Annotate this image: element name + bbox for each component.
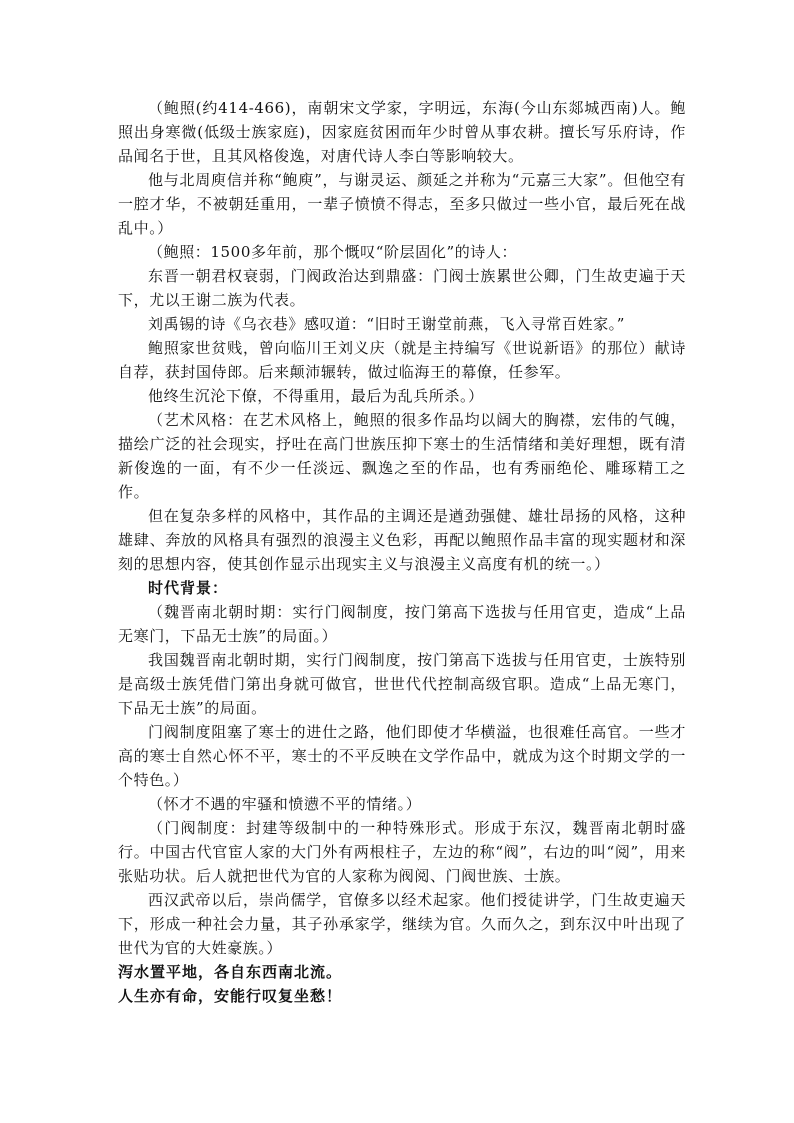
paragraph-eastern-jin: 东晋一朝君权衰弱，门阀政治达到鼎盛：门阀士族累世公卿，门生故吏遍于天下，尤以王谢二族为代表。 — [118, 267, 686, 309]
paragraph-main-tone: 但在复杂多样的风格中，其作品的主调还是遒劲强健、雄壮昂扬的风格，这种雄肆、奔放的风格具有强烈的浪漫主义色彩，再配以鲍照作品丰富的现实题材和深刻的思想内容，使其创作显示出现实主义与浪漫主义高度有机的统一。） — [118, 507, 686, 573]
paragraph-menfa-system: 我国魏晋南北朝时期，实行门阀制度，按门第高下选拔与任用官吏，士族特别是高级士族凭借门第出身就可做官，世世代代控制高级官职。造成“上品无寒门，下品无士族”的局面。 — [118, 651, 686, 717]
paragraph-death: 他终生沉沦下僚，不得重用，最后为乱兵所杀。） — [148, 387, 484, 405]
paragraph-wei-jin-period: （魏晋南北朝时期：实行门阀制度，按门第高下选拔与任用官吏，造成“上品无寒门，下品无士族”的局面。） — [118, 603, 686, 645]
paragraph-menfa-definition: （门阀制度：封建等级制中的一种特殊形式。形成于东汉，魏晋南北朝时盛行。中国古代官宦人家的大门外有两根柱子，左边的称“阀”，右边的叫“阅”，用来张贴功状。后人就把世代为官的人家称为阀阅、门阀世族、士族。 — [118, 819, 686, 885]
poem-line-1: 泻水置平地，各自东西南北流。 — [118, 963, 343, 981]
paragraph-liu-yuxi-poem: 刘禹锡的诗《乌衣巷》感叹道：“旧时王谢堂前燕，飞入寻常百姓家。” — [148, 315, 626, 333]
paragraph-family-background: 鲍照家世贫贱，曾向临川王刘义庆（就是主持编写《世说新语》的那位）献诗自荐，获封国侍郎。后来颠沛辗转，做过临海王的幕僚，任参军。 — [118, 339, 686, 381]
paragraph-art-style: （艺术风格：在艺术风格上，鲍照的很多作品均以阔大的胸襟，宏伟的气魄，描绘广泛的社会现实，抒吐在高门世族压抑下寒士的生活情绪和美好理想，既有清新俊逸的一面，有不少一任淡远、飘逸之至的作品，也有秀丽绝伦、雕琢精工之作。 — [118, 411, 686, 501]
paragraph-han-confucianism: 西汉武帝以后，崇尚儒学，官僚多以经术起家。他们授徒讲学，门生故吏遍天下，形成一种社会力量，其子孙承家学，继续为官。久而久之，到东汉中叶出现了世代为官的大姓豪族。） — [118, 891, 686, 957]
paragraph-bao-zhao-intro: （鲍照(约414-466)，南朝宋文学家，字明远，东海(今山东郯城西南)人。鲍照出身寒微(低级士族家庭)，因家庭贫困而年少时曾从事农耕。擅长写乐府诗，作品闻名于世，且其风格俊逸，对唐代诗人李白等影响较大。 — [118, 99, 686, 165]
section-heading-background: 时代背景： — [148, 579, 229, 597]
poem-line-2: 人生亦有命，安能行叹复坐愁！ — [118, 987, 343, 1005]
paragraph-class-poet-title: （鲍照：1500多年前，那个慨叹“阶层固化”的诗人： — [148, 243, 518, 261]
document-page — [118, 96, 686, 1008]
paragraph-bao-yu-comparison: 他与北周庾信并称“鲍庾”，与谢灵运、颜延之并称为“元嘉三大家”。但他空有一腔才华，不被朝廷重用，一辈子愤愤不得志，至多只做过一些小官，最后死在战乱中。） — [118, 171, 686, 237]
paragraph-grievance: （怀才不遇的牢骚和愤懑不平的情绪。） — [148, 795, 422, 813]
paragraph-menfa-effect: 门阀制度阻塞了寒士的进仕之路，他们即使才华横溢，也很难任高官。一些才高的寒士自然心怀不平，寒士的不平反映在文学作品中，就成为这个时期文学的一个特色。） — [118, 723, 686, 789]
